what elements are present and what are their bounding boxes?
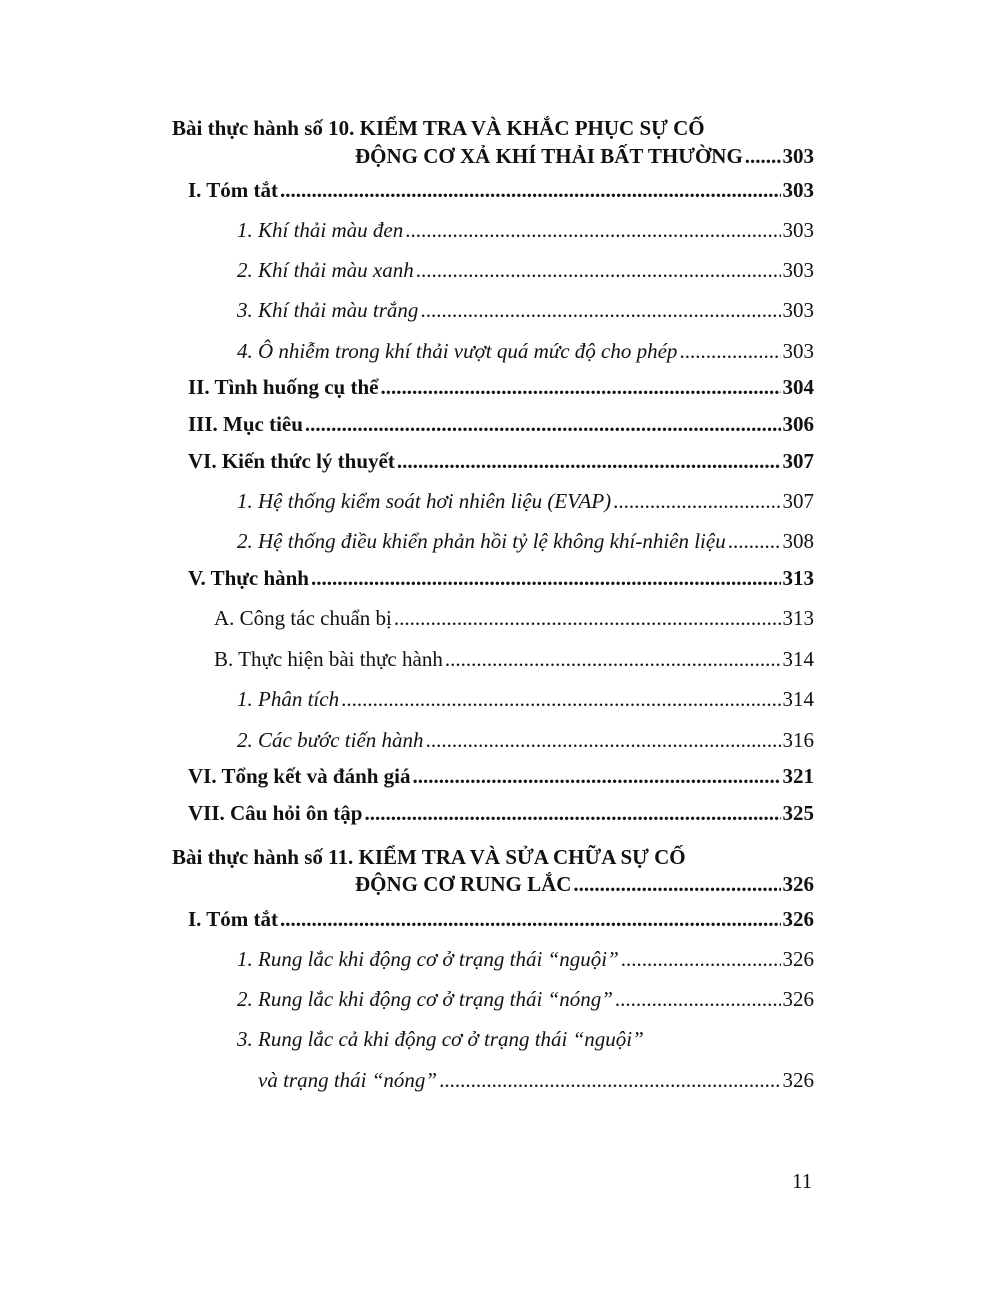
entry-label: VI. Tổng kết và đánh giá: [188, 764, 411, 788]
toc-entry[interactable]: [188, 177, 814, 203]
toc-entry[interactable]: [237, 257, 814, 283]
entry-label: ĐỘNG CƠ XẢ KHÍ THẢI BẤT THƯỜNG: [355, 144, 743, 168]
entry-page: 308: [782, 529, 814, 553]
entry-page: 326: [782, 947, 814, 971]
dot-leader: [439, 1067, 780, 1093]
section-11-title-line2[interactable]: [355, 871, 814, 897]
entry-label: VI. Kiến thức lý thuyết: [188, 449, 395, 473]
entry-page: 307: [782, 449, 814, 473]
dot-leader: [573, 871, 780, 897]
toc-entry[interactable]: [237, 297, 814, 323]
entry-label: 2. Hệ thống điều khiển phản hồi tỷ lệ không khí-nhiên liệu: [237, 529, 726, 553]
entry-page: 313: [782, 606, 814, 630]
dot-leader: [679, 338, 780, 364]
toc-entry[interactable]: [237, 986, 814, 1012]
toc-entry-line1[interactable]: 3. Rung lắc cả khi động cơ ở trạng thái “nguội”: [237, 1027, 644, 1051]
toc-entry[interactable]: [188, 763, 814, 789]
dot-leader: [311, 565, 781, 591]
dot-leader: [394, 605, 781, 631]
toc-entry[interactable]: [214, 605, 814, 631]
toc-entry[interactable]: [258, 1067, 814, 1093]
entry-label: A. Công tác chuẩn bị: [214, 606, 392, 630]
toc-entry[interactable]: [237, 338, 814, 364]
entry-page: 313: [782, 566, 814, 590]
dot-leader: [405, 217, 780, 243]
entry-label: VII. Câu hỏi ôn tập: [188, 801, 363, 825]
entry-label: ĐỘNG CƠ RUNG LẮC: [355, 872, 572, 896]
entry-label: III. Mục tiêu: [188, 412, 303, 436]
entry-page: 306: [782, 412, 814, 436]
entry-label: 3. Khí thải màu trắng: [237, 298, 419, 322]
toc-entry[interactable]: [214, 646, 814, 672]
toc-entry[interactable]: [188, 800, 814, 826]
entry-page: 325: [782, 801, 814, 825]
dot-leader: [745, 143, 781, 169]
entry-page: 307: [782, 489, 814, 513]
entry-page: 314: [782, 687, 814, 711]
dot-leader: [420, 297, 780, 323]
entry-page: 303: [782, 218, 814, 242]
entry-page: 326: [782, 907, 814, 931]
toc-entry[interactable]: [188, 906, 814, 932]
entry-label: II. Tình huống cụ thể: [188, 375, 379, 399]
dot-leader: [280, 906, 780, 932]
section-10-title-line2[interactable]: [355, 143, 814, 169]
entry-label: 4. Ô nhiễm trong khí thải vượt quá mức độ cho phép: [237, 339, 678, 363]
entry-label: và trạng thái “nóng”: [258, 1068, 438, 1092]
dot-leader: [621, 946, 781, 972]
dot-leader: [397, 448, 781, 474]
entry-page: 303: [782, 258, 814, 282]
dot-leader: [364, 800, 780, 826]
entry-page: 326: [782, 1068, 814, 1092]
entry-label: 1. Rung lắc khi động cơ ở trạng thái “nguội”: [237, 947, 619, 971]
entry-page: 303: [782, 298, 814, 322]
dot-leader: [416, 257, 781, 283]
entry-page: 314: [782, 647, 814, 671]
dot-leader: [426, 727, 781, 753]
entry-label: 2. Khí thải màu xanh: [237, 258, 414, 282]
toc-entry[interactable]: [237, 686, 814, 712]
entry-page: 326: [782, 987, 814, 1011]
entry-page: 321: [782, 764, 814, 788]
toc-entry[interactable]: [237, 946, 814, 972]
toc-entry[interactable]: [188, 565, 814, 591]
entry-label: V. Thực hành: [188, 566, 309, 590]
entry-label: 2. Các bước tiến hành: [237, 728, 424, 752]
entry-label: 1. Phân tích: [237, 687, 340, 711]
toc-entry[interactable]: [237, 488, 814, 514]
entry-page: 326: [782, 872, 814, 896]
entry-label: B. Thực hiện bài thực hành: [214, 647, 443, 671]
entry-label: I. Tóm tắt: [188, 907, 279, 931]
dot-leader: [615, 986, 781, 1012]
toc-entry[interactable]: [237, 528, 814, 554]
dot-leader: [341, 686, 780, 712]
entry-page: 316: [782, 728, 814, 752]
toc-entry[interactable]: [237, 727, 814, 753]
section-11-title-line1: Bài thực hành số 11. KIỂM TRA VÀ SỬA CHỮA SỰ CỐ: [172, 845, 686, 869]
toc-entry[interactable]: [188, 411, 814, 437]
entry-page: 303: [782, 339, 814, 363]
entry-label: I. Tóm tắt: [188, 178, 279, 202]
dot-leader: [613, 488, 780, 514]
entry-label: 1. Hệ thống kiểm soát hơi nhiên liệu (EVAP): [237, 489, 612, 513]
dot-leader: [305, 411, 781, 437]
entry-page: 303: [782, 178, 814, 202]
entry-label: 1. Khí thải màu đen: [237, 218, 404, 242]
dot-leader: [728, 528, 781, 554]
section-10-title-line1: Bài thực hành số 10. KIỂM TRA VÀ KHẮC PHỤC SỰ CỐ: [172, 116, 705, 140]
entry-label: 2. Rung lắc khi động cơ ở trạng thái “nóng”: [237, 987, 613, 1011]
page-number: 11: [792, 1169, 813, 1193]
dot-leader: [445, 646, 781, 672]
dot-leader: [380, 374, 780, 400]
dot-leader: [413, 763, 781, 789]
toc-entry[interactable]: [237, 217, 814, 243]
toc-entry[interactable]: [188, 448, 814, 474]
toc-entry[interactable]: [188, 374, 814, 400]
entry-page: 304: [782, 375, 814, 399]
dot-leader: [280, 177, 780, 203]
entry-page: 303: [782, 144, 814, 168]
